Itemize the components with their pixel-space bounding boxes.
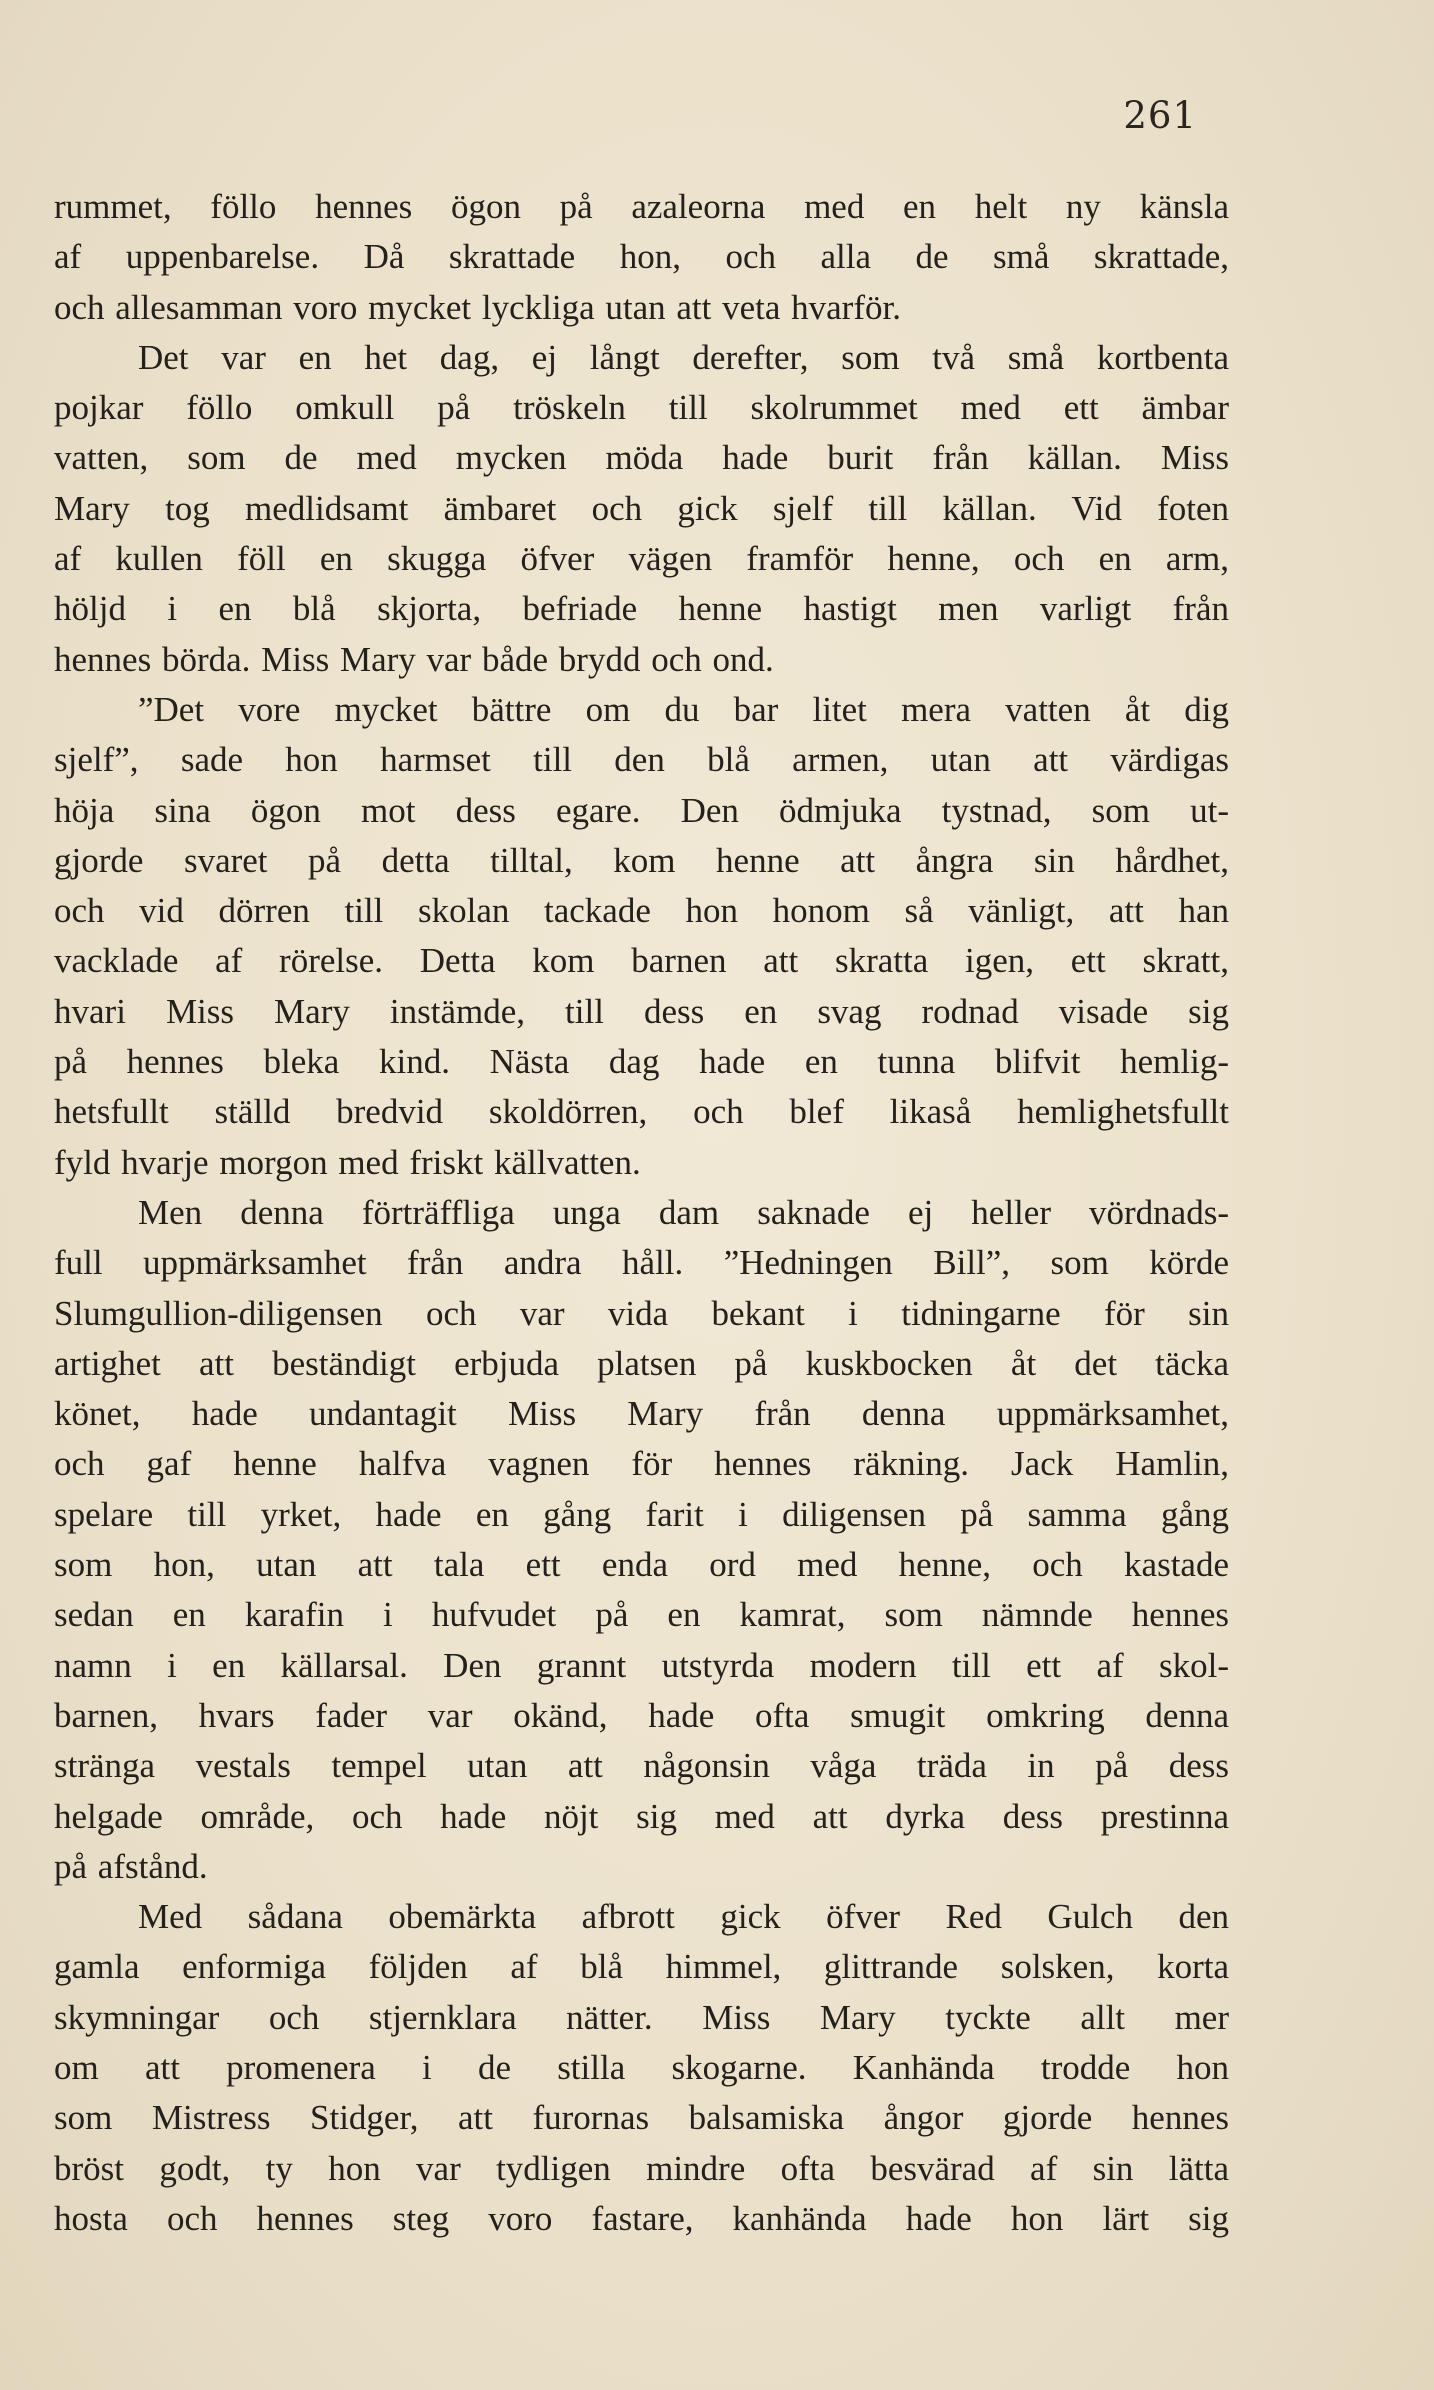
text-line: gamla enformiga följden af blå himmel, glittrande solsken, korta: [54, 1947, 1229, 1987]
text-line: sedan en karafin i hufvudet på en kamrat, som nämnde hennes: [54, 1595, 1229, 1635]
text-line: Med sådana obemärkta afbrott gick öfver Red Gulch den: [138, 1897, 1229, 1937]
text-line: Men denna förträffliga unga dam saknade ej heller vördnads-: [138, 1192, 1229, 1232]
text-line: helgade område, och hade nöjt sig med att dyrka dess prestinna: [54, 1796, 1229, 1836]
text-line: hosta och hennes steg voro fastare, kanhända hade hon lärt sig: [54, 2198, 1229, 2238]
text-line: namn i en källarsal. Den grannt utstyrda modern till ett af skol-: [54, 1645, 1229, 1685]
text-line: hennes börda. Miss Mary var både brydd och ond.: [54, 639, 774, 679]
text-line: fyld hvarje morgon med friskt källvatten.: [54, 1142, 641, 1182]
text-line: stränga vestals tempel utan att någonsin våga träda in på dess: [54, 1746, 1229, 1786]
text-line: rummet, föllo hennes ögon på azaleorna med en helt ny känsla: [54, 187, 1229, 226]
text-line: på afstånd.: [54, 1846, 208, 1886]
text-line: hetsfullt ställd bredvid skoldörren, och blef likaså hemlighetsfullt: [54, 1092, 1229, 1132]
text-line: Det var en het dag, ej långt derefter, som två små kortbenta: [138, 337, 1229, 377]
text-line: och vid dörren till skolan tackade hon honom så vänligt, att han: [54, 891, 1229, 931]
text-line: om att promenera i de stilla skogarne. Kanhända trodde hon: [54, 2047, 1229, 2087]
text-line: barnen, hvars fader var okänd, hade ofta smugit omkring denna: [54, 1695, 1229, 1735]
text-line: höja sina ögon mot dess egare. Den ödmjuka tystnad, som ut-: [54, 790, 1229, 830]
text-line: pojkar föllo omkull på tröskeln till skolrummet med ett ämbar: [54, 388, 1229, 428]
text-line: af kullen föll en skugga öfver vägen framför henne, och en arm,: [54, 539, 1229, 579]
text-line: och gaf henne halfva vagnen för hennes räkning. Jack Hamlin,: [54, 1444, 1229, 1484]
text-line: hvari Miss Mary instämde, till dess en svag rodnad visade sig: [54, 991, 1229, 1031]
text-line: och allesamman voro mycket lyckliga utan att veta hvarför.: [54, 287, 901, 327]
text-line: spelare till yrket, hade en gång farit i diligensen på samma gång: [54, 1494, 1229, 1534]
text-line: som Mistress Stidger, att furornas balsamiska ångor gjorde hennes: [54, 2098, 1229, 2138]
text-line: full uppmärksamhet från andra håll. ”Hedningen Bill”, som körde: [54, 1243, 1229, 1283]
text-line: gjorde svaret på detta tilltal, kom henne att ångra sin hårdhet,: [54, 840, 1229, 880]
text-line: bröst godt, ty hon var tydligen mindre ofta besvärad af sin lätta: [54, 2148, 1229, 2188]
text-line: vatten, som de med mycken möda hade burit från källan. Miss: [54, 438, 1229, 478]
body-text: [54, 182, 1229, 2244]
text-line: Slumgullion-diligensen och var vida bekant i tidningarne för sin: [54, 1293, 1229, 1333]
text-line: könet, hade undantagit Miss Mary från denna uppmärksamhet,: [54, 1394, 1229, 1434]
text-line: skymningar och stjernklara nätter. Miss Mary tyckte allt mer: [54, 1997, 1229, 2037]
text-line: artighet att beständigt erbjuda platsen på kuskbocken åt det täcka: [54, 1343, 1229, 1383]
text-line: höljd i en blå skjorta, befriade henne hastigt men varligt från: [54, 589, 1229, 629]
text-line: ”Det vore mycket bättre om du bar litet mera vatten åt dig: [138, 689, 1229, 729]
text-line: Mary tog medlidsamt ämbaret och gick sjelf till källan. Vid foten: [54, 488, 1229, 528]
text-line: sjelf”, sade hon harmset till den blå armen, utan att värdigas: [54, 740, 1229, 780]
text-line: af uppenbarelse. Då skrattade hon, och alla de små skrattade,: [54, 237, 1229, 277]
text-line: vacklade af rörelse. Detta kom barnen att skratta igen, ett skratt,: [54, 941, 1229, 981]
text-line: som hon, utan att tala ett enda ord med henne, och kastade: [54, 1545, 1229, 1585]
page-number: 261: [1123, 94, 1197, 137]
text-line: på hennes bleka kind. Nästa dag hade en tunna blifvit hemlig-: [54, 1042, 1229, 1082]
